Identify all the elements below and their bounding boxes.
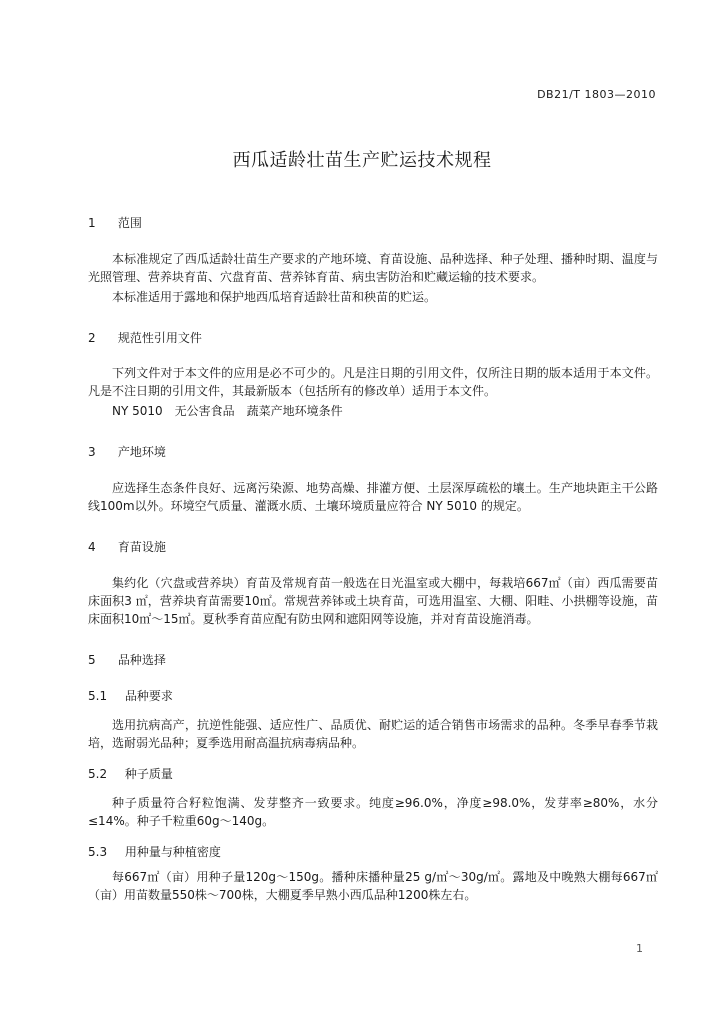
- page-number: 1: [636, 942, 643, 955]
- section-title: 育苗设施: [117, 540, 166, 554]
- paragraph: 每667㎡（亩）用种子量120g～150g。播种床播种量25 g/㎡～30g/㎡。露地及中晚熟大棚每667㎡（亩）用苗数量550株～700株，大棚夏季早熟小西瓜品种1200株左右。: [88, 870, 658, 902]
- paragraph: 下列文件对于本文件的应用是必不可少的。凡是注日期的引用文件，仅所注日期的版本适用于本文件。凡是不注日期的引用文件，其最新版本（包括所有的修改单）适用于本文件。: [88, 366, 658, 398]
- subsection-number: 5.2: [88, 767, 108, 781]
- section-title: 品种选择: [117, 653, 166, 667]
- section-number: 1: [88, 216, 96, 230]
- document-title: 西瓜适龄壮苗生产贮运技术规程: [232, 150, 492, 171]
- paragraph: 本标准规定了西瓜适龄壮苗生产要求的产地环境、育苗设施、品种选择、种子处理、播种时期、温度与光照管理、营养块育苗、穴盘育苗、营养钵育苗、病虫害防治和贮藏运输的技术要求。: [88, 252, 658, 284]
- section-heading-5: [88, 651, 166, 668]
- subsection-number: 5.1: [88, 689, 108, 703]
- standard-code: DB21/T 1803—2010: [537, 88, 656, 101]
- paragraph: 本标准适用于露地和保护地西瓜培育适龄壮苗和秧苗的贮运。: [112, 290, 437, 304]
- subsection-heading-5-2: [88, 765, 173, 782]
- paragraph: 应选择生态条件良好、远离污染源、地势高燥、排灌方便、土层深厚疏松的壤土。生产地块距主干公路线100m以外。环境空气质量、灌溉水质、土壤环境质量应符合 NY 5010 的规定。: [88, 481, 658, 513]
- paragraph: 种子质量符合籽粒饱满、发芽整齐一致要求。纯度≥96.0%，净度≥98.0%，发芽率≥80%，水分≤14%。种子千粒重60g～140g。: [88, 796, 658, 828]
- section-title: 产地环境: [117, 445, 166, 459]
- subsection-title: 种子质量: [124, 767, 173, 781]
- section-number: 2: [88, 331, 96, 345]
- section-number: 3: [88, 445, 96, 459]
- subsection-title: 用种量与种植密度: [124, 845, 221, 859]
- section-heading-4: [88, 538, 166, 555]
- section-heading-1: [88, 214, 142, 231]
- subsection-title: 品种要求: [124, 689, 173, 703]
- subsection-number: 5.3: [88, 845, 108, 859]
- section-title: 规范性引用文件: [117, 331, 202, 345]
- section-number: 4: [88, 540, 96, 554]
- subsection-heading-5-3: [88, 843, 221, 860]
- reference-item: NY 5010 无公害食品 蔬菜产地环境条件: [112, 404, 343, 418]
- subsection-heading-5-1: [88, 687, 173, 704]
- section-title: 范围: [117, 216, 142, 230]
- section-heading-3: [88, 443, 166, 460]
- paragraph: 集约化（穴盘或营养块）育苗及常规育苗一般选在日光温室或大棚中，每栽培667㎡（亩）西瓜需要苗床面积3 ㎡，营养块育苗需要10㎡。常规营养钵或土块育苗，可选用温室、大棚、阳畦、小拱棚等设施，苗床面积10㎡～15㎡。夏秋季育苗应配有防虫网和遮阳网等设施，并对育苗设施消毒。: [88, 576, 658, 626]
- section-heading-2: [88, 329, 202, 346]
- paragraph: 选用抗病高产，抗逆性能强、适应性广、品质优、耐贮运的适合销售市场需求的品种。冬季早春季节栽培，选耐弱光品种；夏季选用耐高温抗病毒病品种。: [88, 718, 658, 750]
- section-number: 5: [88, 653, 96, 667]
